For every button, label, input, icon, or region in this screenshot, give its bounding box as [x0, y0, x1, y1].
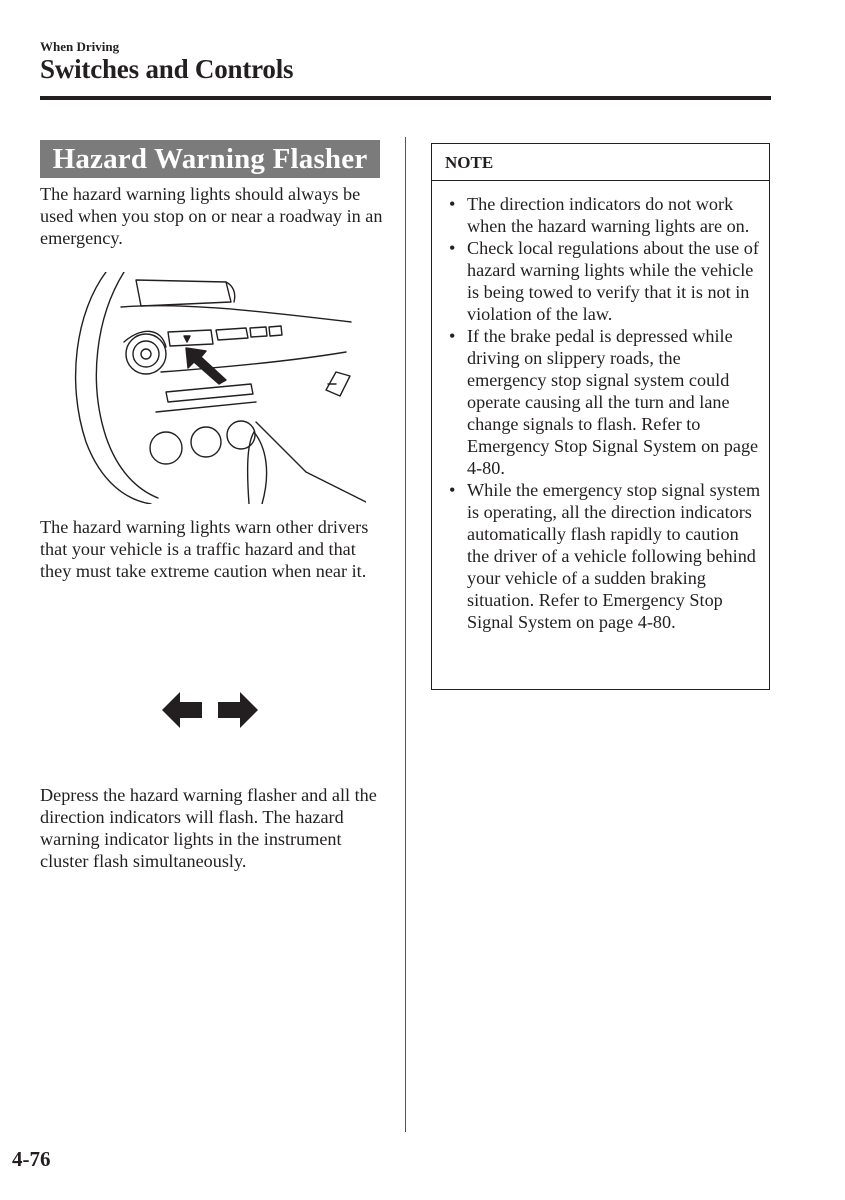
column-divider — [405, 137, 406, 1132]
note-item-text: Check local regulations about the use of hazard warning lights while the vehicle is being towed to verify that it is not in violation of the law. — [467, 238, 759, 324]
hazard-switch-illustration — [66, 272, 366, 504]
note-item — [447, 193, 761, 237]
note-item-text: If the brake pedal is depressed while driving on slippery roads, the emergency stop signal system could operate causing all the turn and lane change signals to flash. Refer to Emergency Stop Signal System on page 4-80. — [467, 326, 759, 478]
intro-paragraph: The hazard warning lights should always be used when you stop on or near a roadway in an emergency. — [40, 184, 383, 248]
note-title: NOTE — [432, 144, 769, 181]
note-item — [447, 325, 761, 479]
bullet-icon: • — [449, 326, 456, 346]
bullet-icon: • — [449, 194, 456, 214]
bullet-icon: • — [449, 238, 456, 258]
bullet-icon: • — [449, 480, 456, 500]
note-list — [432, 181, 769, 633]
warning-paragraph: The hazard warning lights warn other drivers that your vehicle is a traffic hazard and that they must take extreme caution when near it. — [40, 517, 369, 581]
page-title: Switches and Controls — [40, 54, 294, 84]
operation-paragraph: Depress the hazard warning flasher and all the direction indicators will flash. The hazard warning indicator lights in the instrument cluster flash simultaneously. — [40, 785, 377, 871]
section-label: When Driving — [40, 39, 120, 54]
section-heading: Hazard Warning Flasher — [40, 140, 380, 178]
header-rule — [40, 96, 771, 100]
note-item — [447, 237, 761, 325]
note-item-text: While the emergency stop signal system is operating, all the direction indicators automatically flash rapidly to caution the driver of a vehicle following behind your vehicle of a sudden braking situation. Refer to Emergency Stop Signal System on page 4-80. — [467, 480, 761, 632]
note-box — [431, 143, 770, 690]
note-item — [447, 479, 761, 633]
note-item-text: The direction indicators do not work when the hazard warning lights are on. — [467, 194, 750, 236]
page-number: 4-76 — [12, 1147, 51, 1171]
turn-signal-arrows-icon — [160, 688, 260, 732]
